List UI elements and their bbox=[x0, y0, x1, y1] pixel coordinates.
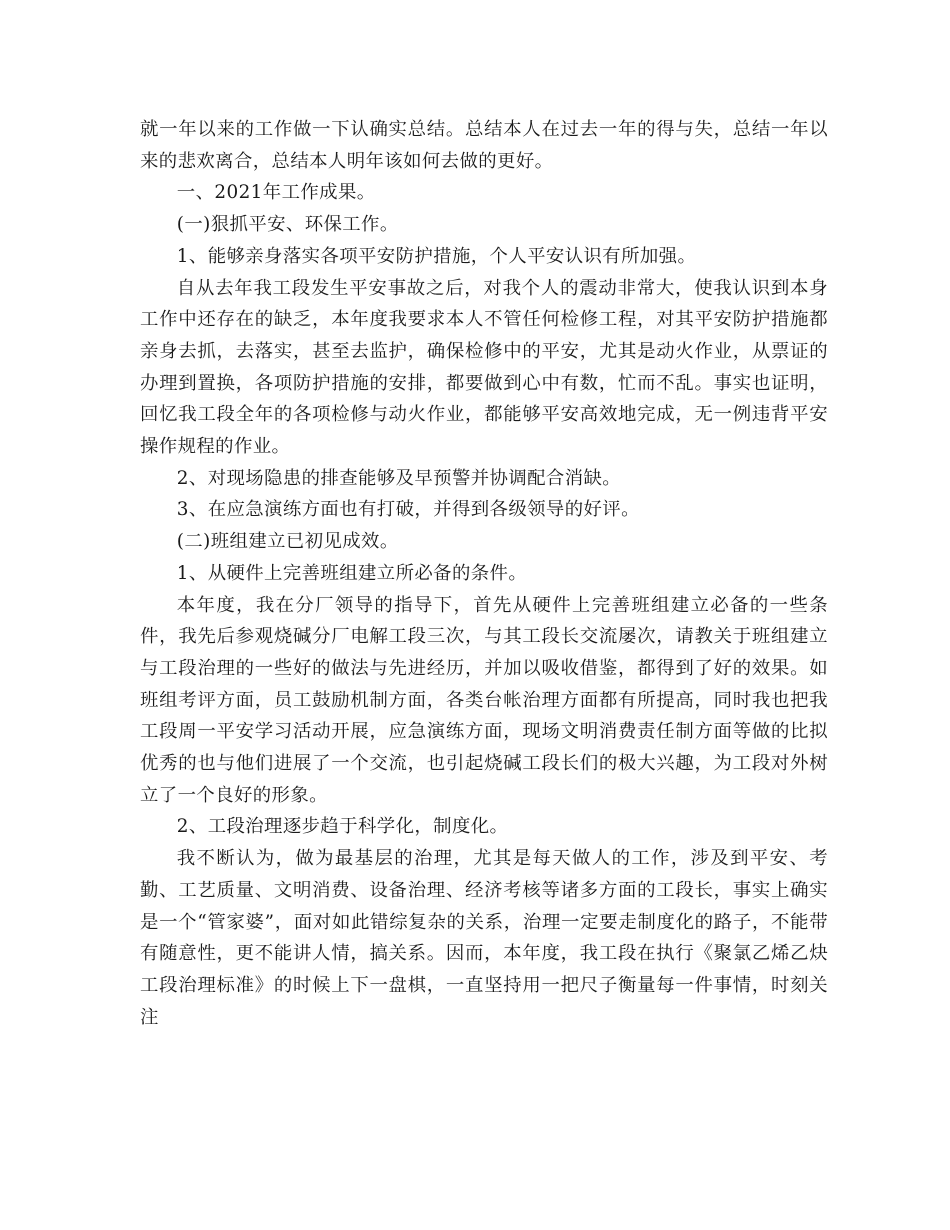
item-hazard-check: 2、对现场隐患的排查能够及早预警并协调配合消缺。 bbox=[176, 467, 622, 489]
paragraph-safety-detail: 自从去年我工段发生平安事故之后，对我个人的震动非常大，使我认识到本身工作中还存在的缺乏，本年度我要求本人不管任何检修工程，对其平安防护措施都亲身去抓，去落实，甚至去监护，确保检修中的平安，尤其是动火作业，从票证的办理到置换，各项防护措施的安排，都要做到心中有数，忙而不乱。事实也证明，回忆我工段全年的各项检修与动火作业，都能够平安高效地完成，无一例违背平安操作规程的作业。 bbox=[140, 277, 828, 458]
item-emergency-drill: 3、在应急演练方面也有打破，并得到各级领导的好评。 bbox=[176, 499, 640, 521]
item-hardware-conditions: 1、从硬件上完善班组建立所必备的条件。 bbox=[176, 562, 528, 584]
document-body bbox=[140, 114, 828, 1033]
paragraph-team-detail: 本年度，我在分厂领导的指导下，首先从硬件上完善班组建立必备的一些条件，我先后参观烧碱分厂电解工段三次，与其工段长交流屡次，请教关于班组建立与工段治理的一些好的做法与先进经历，并加以吸收借鉴，都得到了好的效果。如班组考评方面，员工鼓励机制方面，各类台帐治理方面都有所提高，同时我也把我工段周一平安学习活动开展，应急演练方面，现场文明消费责任制方面等做的比拟优秀的也与他们进展了一个交流，也引起烧碱工段长们的极大兴趣，为工段对外树立了一个良好的形象。 bbox=[140, 594, 828, 806]
heading-2021-achievements: 一、2021年工作成果。 bbox=[176, 182, 376, 204]
subheading-team-building: (二)班组建立已初见成效。 bbox=[176, 531, 399, 553]
item-safety-measures: 1、能够亲身落实各项平安防护措施，个人平安认识有所加强。 bbox=[176, 245, 697, 267]
subheading-safety-environment: (一)狠抓平安、环保工作。 bbox=[176, 214, 399, 236]
item-management-systematic: 2、工段治理逐步趋于科学化，制度化。 bbox=[176, 816, 509, 838]
paragraph-1: 就一年以来的工作做一下认确实总结。总结本人在过去一年的得与失，总结一年以来的悲欢离合，总结本人明年该如何去做的更好。 bbox=[140, 119, 828, 172]
paragraph-management-detail: 我不断认为，做为最基层的治理，尤其是每天做人的工作，涉及到平安、考勤、工艺质量、文明消费、设备治理、经济考核等诸多方面的工段长，事实上确实是一个“管家婆”，面对如此错综复杂的关系，治理一定要走制度化的路子，不能带有随意性，更不能讲人情，搞关系。因而，本年度，我工段在执行《聚氯乙烯乙炔工段治理标准》的时候上下一盘棋，一直坚持用一把尺子衡量每一件事情，时刻关注 bbox=[140, 848, 828, 1028]
